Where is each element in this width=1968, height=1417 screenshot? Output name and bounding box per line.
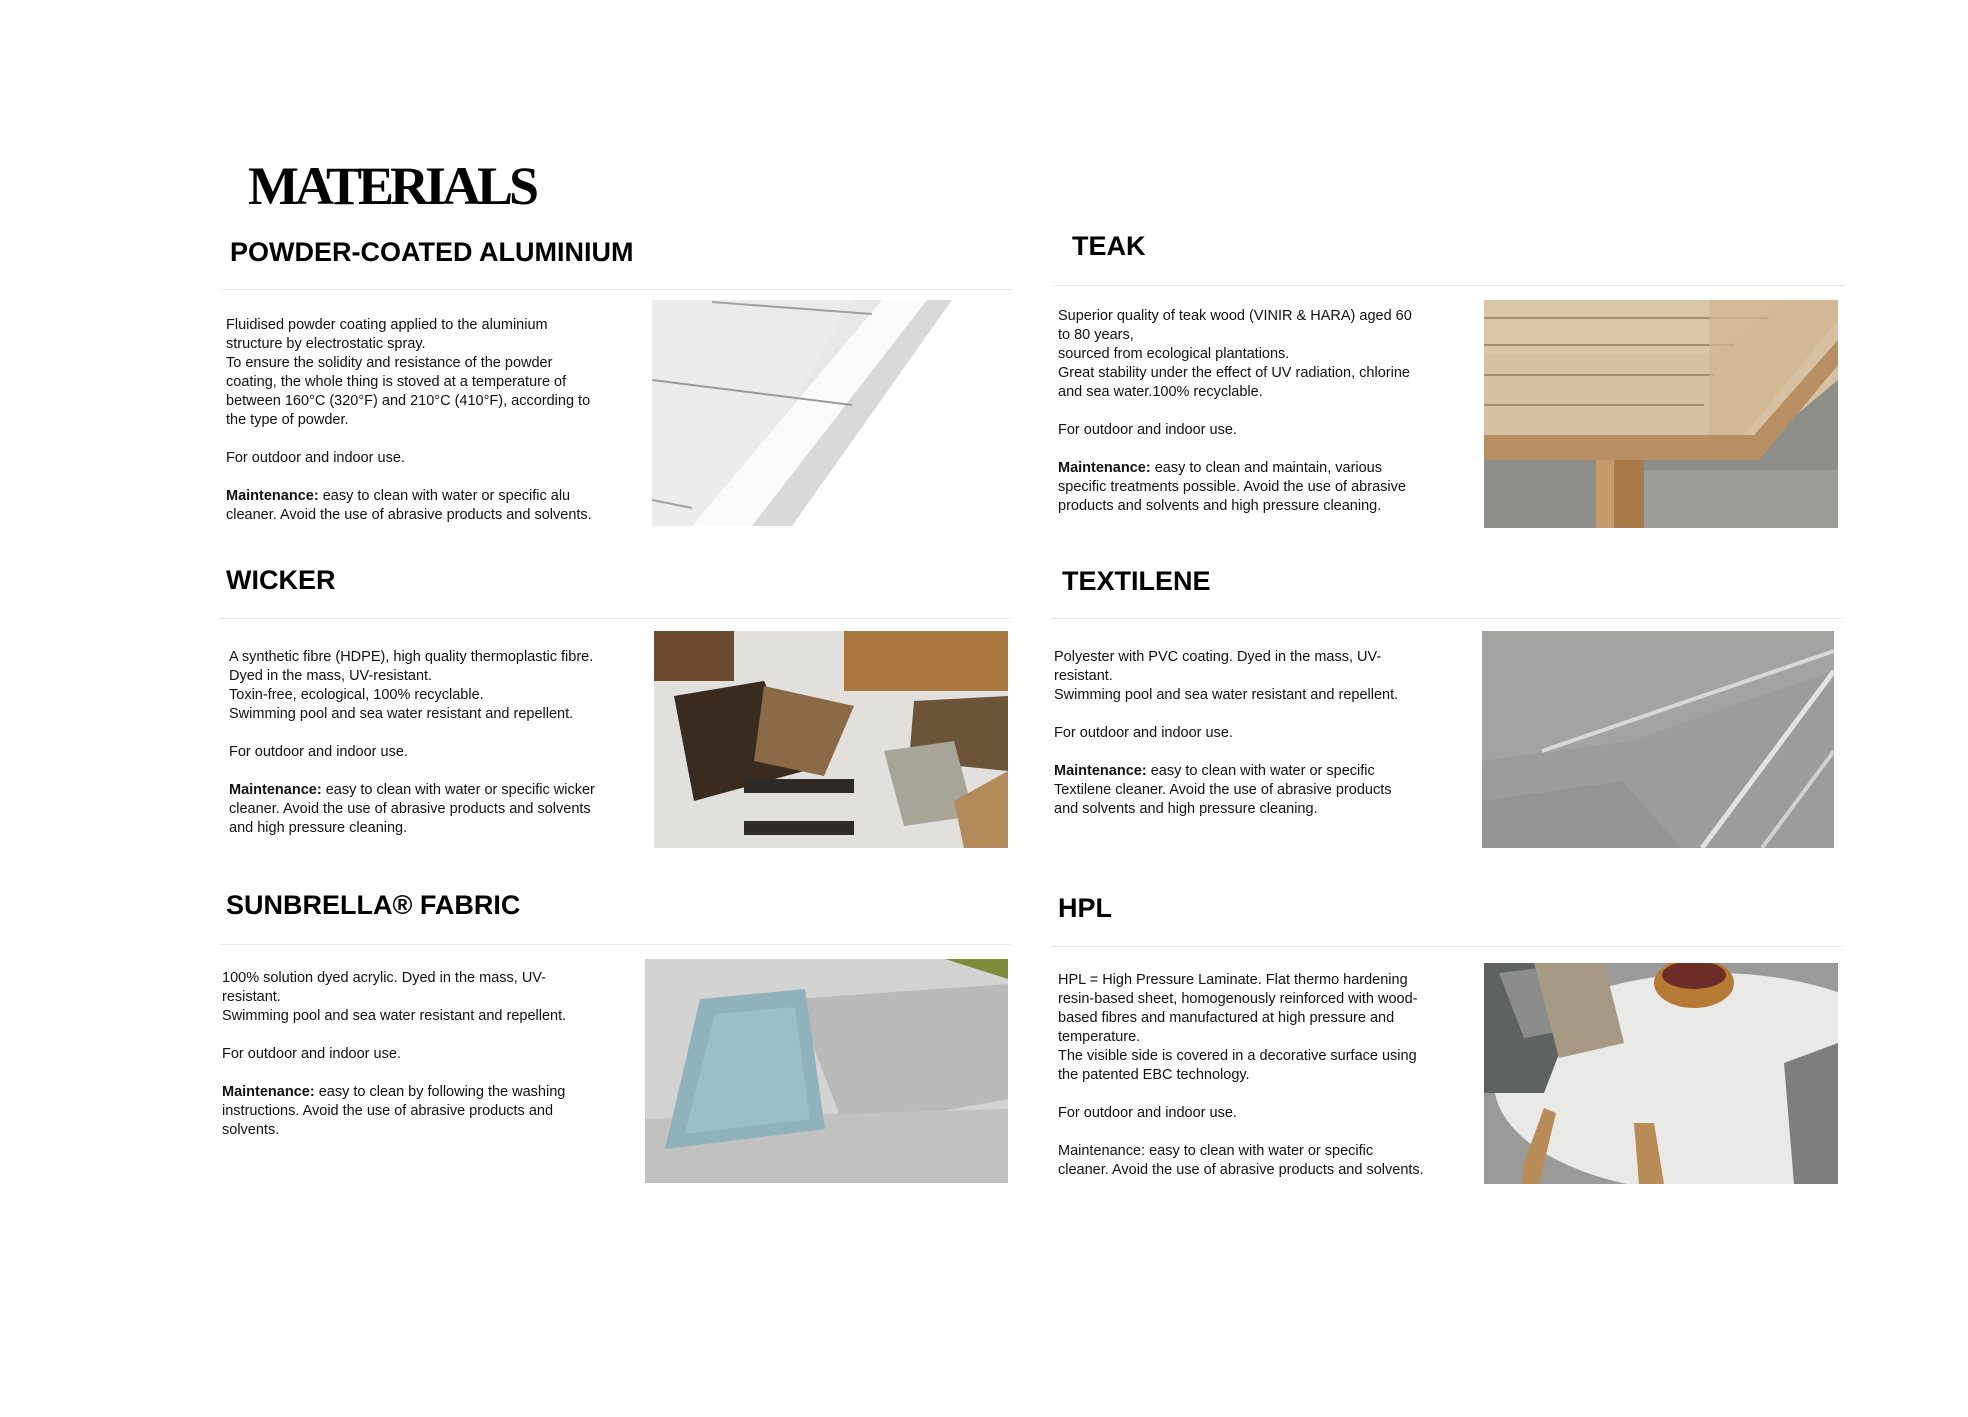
wicker-maintenance [229,781,639,838]
maintenance-text: easy to clean with water or specific Textilene cleaner. Avoid the use of abrasive products and solvents and high pressure cleaning. [1054,763,1392,817]
aluminium-photo [652,300,1008,526]
textilene-title: TEXTILENE [1062,566,1211,596]
sunbrella-text [222,969,632,1140]
aluminium-text [226,316,636,525]
textilene-maintenance [1054,762,1464,819]
maintenance-label: Maintenance: [1058,1143,1146,1159]
wicker-divider [220,618,1010,619]
aluminium-description: Fluidised powder coating applied to the aluminium structure by electrostatic spray. To ensure the solidity and resistance of the powder coating, the whole thing is stoved at a temperature of between 160°C (320°F) and 210°C (410°F), according to the type of powder. [226,317,591,428]
teak-photo [1484,300,1838,528]
sunbrella-description: 100% solution dyed acrylic. Dyed in the mass, UV- resistant. Swimming pool and sea water resistant and repellent. [222,970,567,1024]
teak-divider [1054,285,1844,286]
hpl-divider [1052,946,1842,947]
textilene-description: Polyester with PVC coating. Dyed in the mass, UV- resistant. Swimming pool and sea water resistant and repellent. [1054,649,1399,703]
aluminium-divider [222,289,1012,290]
sunbrella-photo [645,959,1008,1183]
wicker-description: A synthetic fibre (HDPE), high quality thermoplastic fibre. Dyed in the mass, UV-resistant. Toxin-free, ecological, 100% recyclable. Swimming pool and sea water resistant and repellent. [229,649,594,722]
maintenance-text: easy to clean with water or specific alu cleaner. Avoid the use of abrasive products and solvents. [226,488,592,523]
aluminium-use: For outdoor and indoor use. [226,450,405,466]
maintenance-label: Maintenance: [1054,763,1147,779]
sunbrella-use: For outdoor and indoor use. [222,1046,401,1062]
textilene-photo [1482,631,1834,848]
textilene-use: For outdoor and indoor use. [1054,725,1233,741]
teak-description: Superior quality of teak wood (VINIR & HARA) aged 60 to 80 years, sourced from ecological plantations. Great stability under the effect of UV radiation, chlorine and sea water.100% recyclable. [1058,308,1412,400]
teak-use: For outdoor and indoor use. [1058,422,1237,438]
wicker-text [229,648,639,838]
sunbrella-title: SUNBRELLA® FABRIC [226,890,521,920]
hpl-text [1058,971,1468,1180]
textilene-text [1054,648,1464,819]
maintenance-text: easy to clean with water or specific cleaner. Avoid the use of abrasive products and solvents. [1058,1143,1424,1178]
maintenance-label: Maintenance: [222,1084,315,1100]
wicker-use: For outdoor and indoor use. [229,744,408,760]
page-title: MATERIALS [248,156,536,216]
hpl-maintenance [1058,1142,1468,1180]
maintenance-text: easy to clean and maintain, various specific treatments possible. Avoid the use of abrasive products and solvents and high pressure cleaning. [1058,460,1406,514]
teak-maintenance [1058,459,1468,516]
hpl-title: HPL [1058,893,1112,923]
maintenance-label: Maintenance: [229,782,322,798]
maintenance-text: easy to clean with water or specific wicker cleaner. Avoid the use of abrasive products and solvents and high pressure cleaning. [229,782,595,836]
maintenance-label: Maintenance: [1058,460,1151,476]
teak-title: TEAK [1072,231,1146,261]
sunbrella-maintenance [222,1083,632,1140]
wicker-title: WICKER [226,565,336,595]
hpl-photo [1484,963,1838,1184]
maintenance-text: easy to clean by following the washing instructions. Avoid the use of abrasive products and solvents. [222,1084,566,1138]
teak-text [1058,307,1468,516]
wicker-photo [654,631,1008,848]
hpl-use: For outdoor and indoor use. [1058,1105,1237,1121]
aluminium-title: POWDER-COATED ALUMINIUM [230,237,634,267]
hpl-description: HPL = High Pressure Laminate. Flat thermo hardening resin-based sheet, homogenously reinforced with wood- based fibres and manufactured at high pressure and temperature. The visible side is covered in a decorative surface using the patented EBC technology. [1058,972,1418,1083]
textilene-divider [1052,618,1842,619]
aluminium-maintenance [226,487,636,525]
sunbrella-divider [220,944,1010,945]
maintenance-label: Maintenance: [226,488,319,504]
